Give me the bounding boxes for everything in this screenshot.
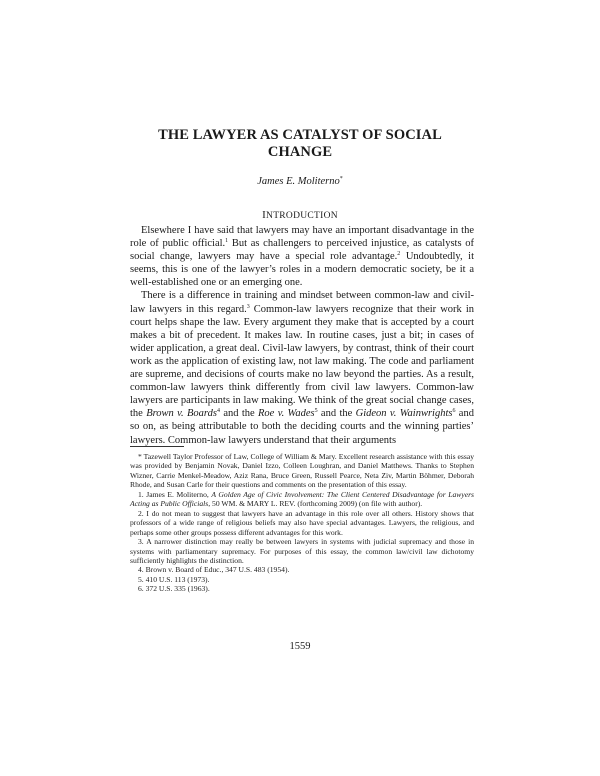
body-text	[130, 224, 474, 447]
footnote-1	[130, 490, 474, 509]
author-name: James E. Moliterno	[257, 176, 340, 187]
paragraph-2	[130, 289, 474, 446]
footnote-1-citation: , 50 WM. & MARY L. REV. (forthcoming 2009) (on file with author).	[208, 499, 423, 509]
footnote-1-title: A Golden Age of Civic Involvement: The Client Centered Disadvantage for Lawyers Acting as Public Officials	[130, 489, 474, 509]
footnote-1-author: 1. James E. Moliterno,	[138, 489, 212, 499]
paragraph-2-text-c: and the	[219, 408, 259, 420]
section-heading-initial: I	[262, 209, 267, 221]
footnote-5: 5. 410 U.S. 113 (1973).	[138, 574, 210, 584]
article-title-line-1: THE LAWYER AS CATALYST OF SOCIAL	[158, 127, 442, 143]
footnote-ref-5: 5	[314, 408, 318, 415]
footnote-4: 4. Brown v. Board of Educ., 347 U.S. 483 (1954).	[138, 565, 290, 575]
footnote-2: 2. I do not mean to suggest that lawyers have an advantage in this role over all others. History shows that professors of a wide range of religious beliefs may also have special advantages. Lawyers, the religious, and perhaps some other groups possess different advantages for this work.	[130, 508, 474, 537]
paragraph-2-text-a: There is a difference in training and mindset between common-law and civil-law lawyers in this regard.	[130, 290, 474, 315]
case-name-gideon: Gideon v. Wainwrights	[355, 408, 453, 420]
footnote-star: * Tazewell Taylor Professor of Law, College of William & Mary. Excellent research assistance with this essay was provided by Benjamin Novak, Daniel Izzo, Colleen Loughran, and Daniel Matthews. Thanks to Stephen Wizner, Carrie Menkel-Meadow, Aziz Rana, Bruce Green, Russell Pearce, Neta Ziv, Martin Böhmer, Deborah Rhode, and Susan Carle for their questions and comments on the presentation of this essay.	[130, 452, 474, 490]
case-name-brown: Brown v. Boards	[146, 408, 217, 420]
paragraph-2-text-d: and the	[317, 408, 356, 420]
article-title	[100, 127, 500, 161]
case-name-roe: Roe v. Wades	[258, 408, 315, 420]
page-number: 1559	[289, 641, 311, 652]
section-heading-rest: NTRODUCTION	[266, 211, 338, 221]
paragraph-1-text-c: Undoubtedly, it seems, this is one of the lawyer’s roles in a modern democratic society, be it a well-established one or an emerging one.	[130, 251, 474, 289]
paragraph-1	[130, 224, 474, 289]
section-heading	[100, 209, 500, 221]
footnote-ref-3: 3	[246, 303, 250, 310]
author-footnote-mark: *	[339, 176, 343, 182]
paragraph-1-text-a: Elsewhere I have said that lawyers may have an important disadvantage in the role of public official.	[130, 225, 474, 250]
paragraph-1-text-b: But as challengers to perceived injustice, as catalysts of social change, lawyers may have a special role advantage.	[130, 238, 474, 263]
footnote-3: 3. A narrower distinction may really be between lawyers in systems with judicial supremacy and those in systems with parliamentary supremacy. For purposes of this essay, the common law/civil law dichotomy sufficiently highlights the distinction.	[130, 537, 474, 565]
footnotes	[130, 452, 474, 594]
footnote-divider	[130, 446, 184, 447]
paragraph-2-text-e: and so on, as being attributable to both the deciding courts and the winning parties’ lawyers. Common-law lawyers understand that their arguments	[130, 408, 474, 446]
footnote-ref-2: 2	[397, 251, 401, 258]
footnote-ref-4: 4	[216, 408, 220, 415]
author-byline	[100, 176, 500, 187]
paragraph-2-text-b: Common-law lawyers recognize that their work in court helps shape the law. Every argument they make that is accepted by a court makes a bit of precedent. It makes law. In routine cases, just a bit; in cases of wider application, a great deal. Civil-law lawyers, by contrast, think of their court work as the application of existing law, not law making. The code and parliament are supreme, and decisions of courts make no law beyond the parties. As a result, common-law lawyers think differently from civil law lawyers. Common-law lawyers are participants in law making. We think of the great social change cases, the	[130, 303, 475, 420]
footnote-ref-1: 1	[225, 238, 229, 245]
footnote-ref-6: 6	[452, 408, 456, 415]
article-title-line-2: CHANGE	[267, 144, 333, 160]
footnote-6: 6. 372 U.S. 335 (1963).	[138, 584, 210, 594]
